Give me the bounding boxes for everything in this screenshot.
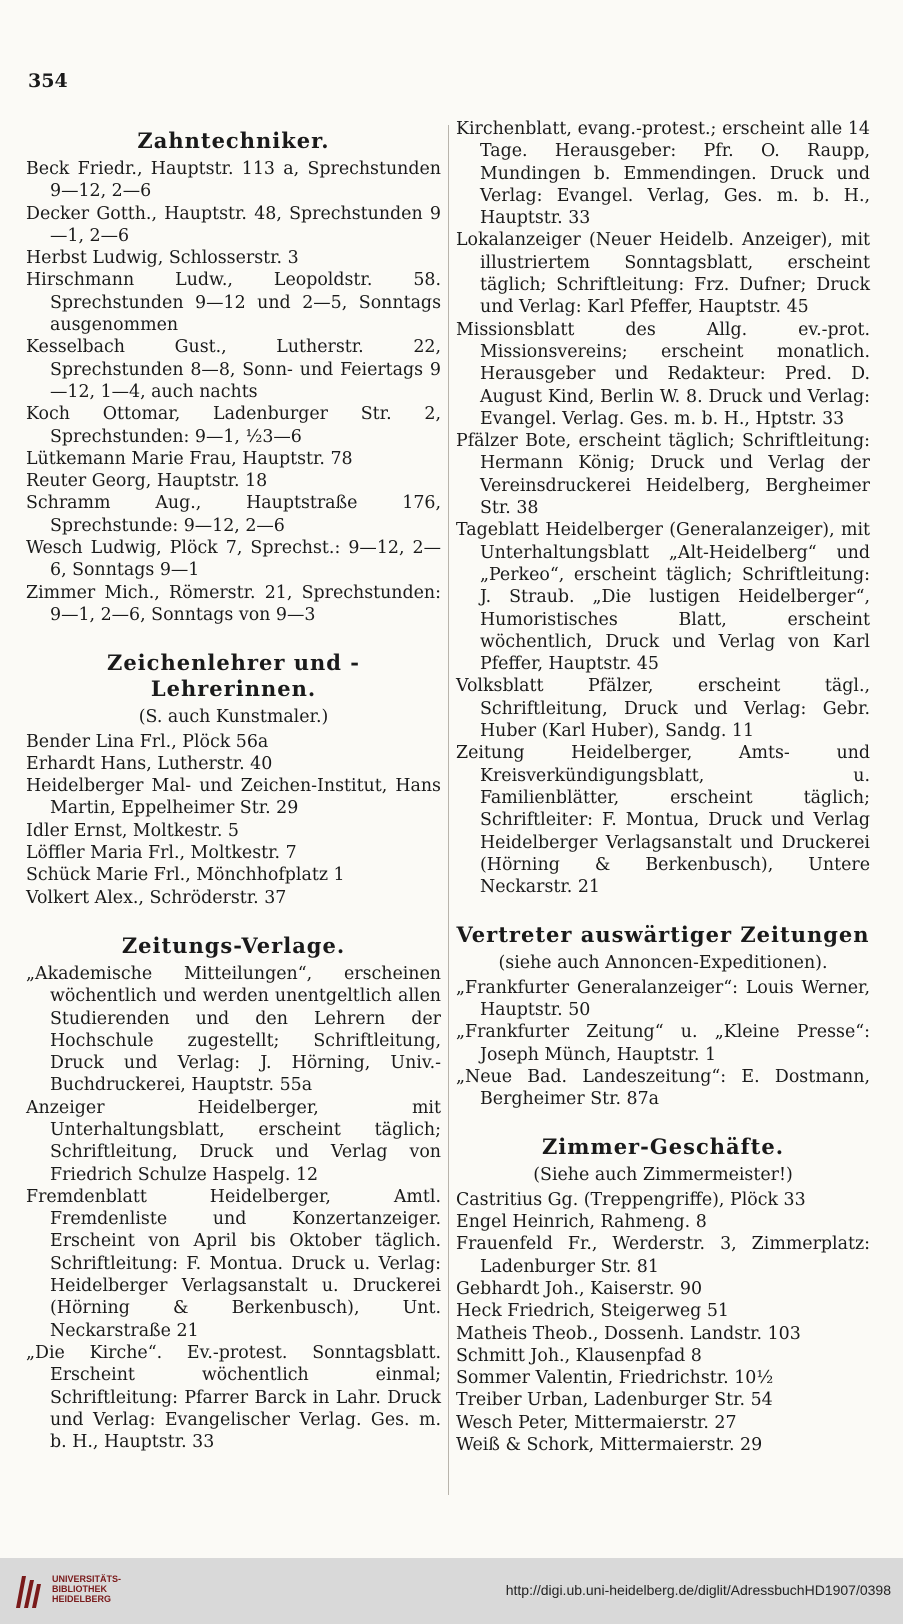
directory-entry: Löffler Maria Frl., Moltkestr. 7 (26, 843, 297, 864)
directory-entry: Kirchenblatt, evang.-protest.; erscheint alle 14 Tage. Herausgeber: Pfr. O. Raupp, Mundingen b. Emmendingen. Druck und Verlag: Evangel. Verlag, Ges. m. b. H., Hauptstr. 33 (456, 119, 870, 229)
directory-entry: Zeitung Heidelberger, Amts- und Kreisverkündigungsblatt, u. Familienblätter, erscheint täglich; Schriftleiter: F. Montua, Druck und Verlag Heidelberger Verlagsanstalt und Druckerei (Hörning & Berkenbusch), Untere Neckarstr. 21 (456, 743, 870, 898)
source-url-link[interactable]: http://digi.ub.uni-heidelberg.de/diglit/AdressbuchHD1907/0398 (505, 1582, 891, 1598)
directory-entry: Kesselbach Gust., Lutherstr. 22, Sprechstunden 8—8, Sonn- und Feiertags 9—12, 1—4, auch nachts (26, 337, 441, 402)
column-divider (448, 125, 449, 1495)
left-column (26, 118, 441, 1453)
directory-entry: Engel Heinrich, Rahmeng. 8 (456, 1212, 707, 1233)
directory-entry: „Frankfurter Generalanzeiger“: Louis Werner, Hauptstr. 50 (456, 977, 870, 1020)
directory-entry: Treiber Urban, Ladenburger Str. 54 (456, 1390, 773, 1411)
section-note: (Siehe auch Zimmermeister!) (533, 1165, 793, 1186)
directory-entry: Herbst Ludwig, Schlosserstr. 3 (26, 248, 299, 269)
directory-entry: Zimmer Mich., Römerstr. 21, Sprechstunden: 9—1, 2—6, Sonntags von 9—3 (26, 582, 441, 625)
directory-entry: Wesch Peter, Mittermaierstr. 27 (456, 1412, 737, 1433)
ub-heidelberg-logo-icon (12, 1570, 44, 1612)
directory-entry: „Frankfurter Zeitung“ u. „Kleine Presse“: Joseph Münch, Hauptstr. 1 (456, 1022, 870, 1065)
page-number: 354 (28, 70, 68, 92)
section-heading: Zahntechniker. (137, 128, 330, 153)
right-column (456, 118, 870, 1456)
section-note: (siehe auch Annoncen-Expeditionen). (498, 953, 828, 974)
directory-entry: Weiß & Schork, Mittermaierstr. 29 (456, 1435, 763, 1456)
library-logo-text (52, 1574, 121, 1604)
logo-line: BIBLIOTHEK (52, 1584, 107, 1594)
directory-entry: Decker Gotth., Hauptstr. 48, Sprechstunden 9—1, 2—6 (26, 203, 441, 246)
footer-bar (0, 1558, 903, 1624)
directory-entry: Beck Friedr., Hauptstr. 113 a, Sprechstunden 9—12, 2—6 (26, 159, 441, 202)
section-note: (S. auch Kunstmaler.) (138, 707, 329, 728)
directory-entry: Lütkemann Marie Frau, Hauptstr. 78 (26, 448, 353, 469)
directory-entry: Heck Friedrich, Steigerweg 51 (456, 1301, 729, 1322)
directory-entry: Castritius Gg. (Treppengriffe), Plöck 33 (456, 1189, 806, 1210)
directory-entry: Heidelberger Mal- und Zeichen-Institut, Hans Martin, Eppelheimer Str. 29 (26, 776, 441, 819)
directory-entry: Hirschmann Ludw., Leopoldstr. 58. Sprechstunden 9—12 und 2—5, Sonntags ausgenommen (26, 270, 441, 336)
section-gap (456, 898, 870, 912)
section-heading: Zeichenlehrer und -Lehrerinnen. (106, 650, 360, 702)
directory-entry: „Akademische Mitteilungen“, erscheinen wöchentlich und werden unentgeltlich allen Studierenden und den Lehrern der Hochschule zugestellt; Schriftleitung, Druck und Verlag: J. Hörning, Univ.-Buchdruckerei, Hauptstr. 55a (26, 963, 441, 1096)
directory-entry: Schück Marie Frl., Mönchhofplatz 1 (26, 865, 345, 886)
directory-entry: Volksblatt Pfälzer, erscheint tägl., Schriftleitung, Druck und Verlag: Gebr. Huber (Karl Huber), Sandg. 11 (456, 676, 870, 742)
directory-entry: Lokalanzeiger (Neuer Heidelb. Anzeiger), mit illustriertem Sonntagsblatt, erscheint täglich; Schriftleitung: Frz. Dufner; Druck und Verlag: Karl Pfeffer, Hauptstr. 45 (456, 230, 870, 318)
directory-entry: Idler Ernst, Moltkestr. 5 (26, 820, 239, 841)
directory-entry: Frauenfeld Fr., Werderstr. 3, Zimmerplatz: Ladenburger Str. 81 (456, 1234, 870, 1277)
directory-entry: „Neue Bad. Landeszeitung“: E. Dostmann, Bergheimer Str. 87a (456, 1066, 870, 1110)
section-gap (26, 909, 441, 923)
directory-entry: Volkert Alex., Schröderstr. 37 (26, 887, 287, 908)
directory-entry: Wesch Ludwig, Plöck 7, Sprechst.: 9—12, 2—6, Sonntags 9—1 (26, 538, 441, 581)
directory-entry: Schmitt Joh., Klausenpfad 8 (456, 1345, 702, 1366)
directory-entry: Pfälzer Bote, erscheint täglich; Schriftleitung: Hermann König; Druck und Verlag der Vereinsdruckerei Heidelberg, Bergheimer Str. 38 (456, 431, 870, 519)
directory-entry: Koch Ottomar, Ladenburger Str. 2, Sprechstunden: 9—1, ½3—6 (26, 404, 441, 447)
section-heading: Zimmer-Geschäfte. (541, 1134, 785, 1160)
section-gap (456, 1110, 870, 1124)
directory-entry: Schramm Aug., Hauptstraße 176, Sprechstunde: 9—12, 2—6 (26, 493, 441, 536)
directory-entry: Sommer Valentin, Friedrichstr. 10½ (456, 1368, 774, 1389)
directory-entry: Fremdenblatt Heidelberger, Amtl. Fremdenliste und Konzertanzeiger. Erscheint von April bis Oktober täglich. Schriftleitung: F. Montua. Druck u. Verlag: Heidelberger Verlagsanstalt u. Druckerei (Hörning & Berkenbusch), Unt. Neckarstraße 21 (26, 1186, 441, 1341)
directory-entry: Matheis Theob., Dossenh. Landstr. 103 (456, 1323, 801, 1344)
directory-entry: Erhardt Hans, Lutherstr. 40 (26, 753, 273, 774)
directory-entry: „Die Kirche“. Ev.-protest. Sonntagsblatt. Erscheint wöchentlich einmal; Schriftleitung: Pfarrer Barck in Lahr. Druck und Verlag: Evangelischer Verlag. Ges. m. b. H., Hauptstr. 33 (26, 1342, 441, 1453)
section-gap (26, 626, 441, 640)
directory-entry: Missionsblatt des Allg. ev.-prot. Missionsvereins; erscheint monatlich. Herausgeber und Redakteur: Pred. D. August Kind, Berlin W. 8. Druck und Verlag: Evangel. Verlag. Ges. m. b. H., Hptstr. 33 (456, 319, 870, 429)
directory-entry: Tageblatt Heidelberger (Generalanzeiger), mit Unterhaltungsblatt „Alt-Heidelberg“ und „Perkeo“, erscheint täglich; Schriftleitung: J. Straub. „Die lustigen Heidelberger“, Humoristisches Blatt, erscheint wöchentlich, Druck und Verlag von Karl Pfeffer, Hauptstr. 45 (456, 520, 870, 675)
logo-line: HEIDELBERG (52, 1594, 112, 1604)
section-heading: Zeitungs-Verlage. (121, 932, 346, 958)
directory-entry: Anzeiger Heidelberger, mit Unterhaltungsblatt, erscheint täglich; Schriftleitung, Druck und Verlag von Friedrich Schulze Haspelg. 12 (26, 1097, 441, 1185)
directory-entry: Reuter Georg, Hauptstr. 18 (26, 471, 268, 492)
logo-line: UNIVERSITÄTS- (52, 1574, 122, 1584)
directory-entry: Gebhardt Joh., Kaiserstr. 90 (456, 1278, 703, 1299)
section-heading: Vertreter auswärtiger Zeitungen (456, 922, 870, 948)
directory-entry: Bender Lina Frl., Plöck 56a (26, 731, 269, 752)
